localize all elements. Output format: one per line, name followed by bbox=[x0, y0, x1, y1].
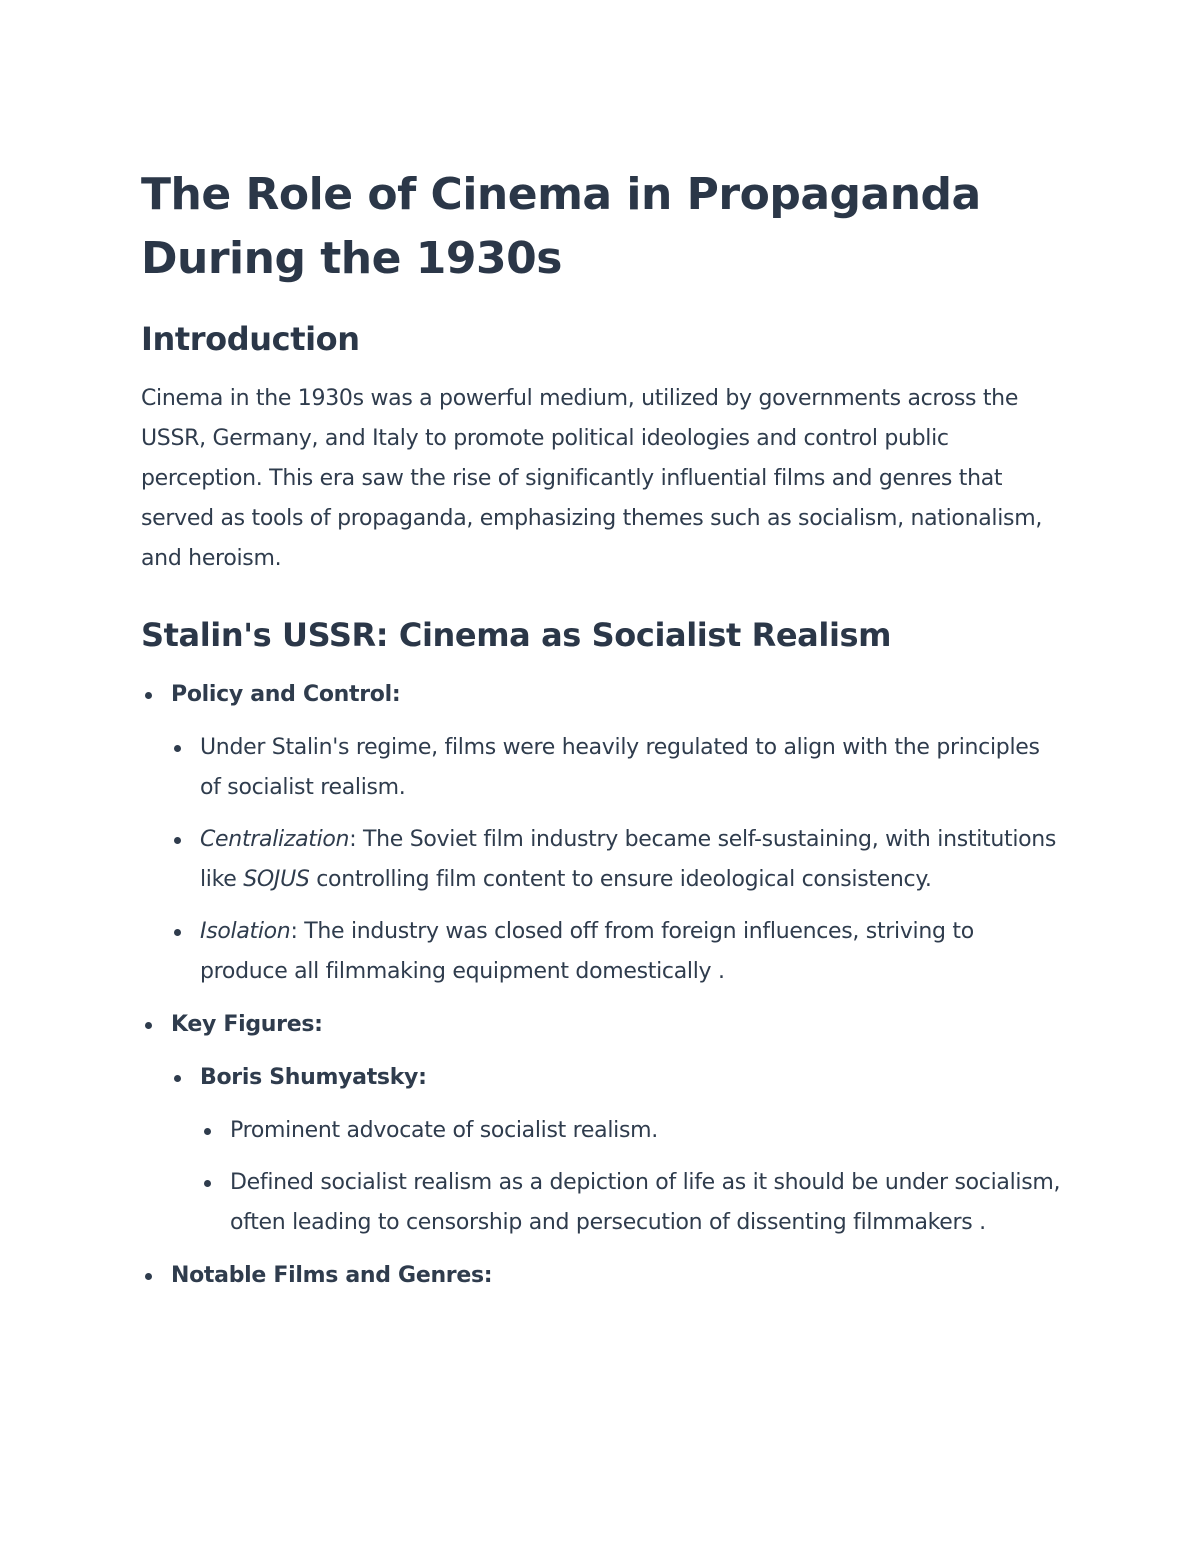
policy-sublist bbox=[171, 728, 1061, 992]
policy-item-regulation: Under Stalin's regime, films were heavily regulated to align with the principles of socialist realism. bbox=[200, 735, 1040, 800]
list-item-policy bbox=[171, 675, 1061, 992]
key-figures-sublist bbox=[171, 1058, 1061, 1243]
term-isolation: Isolation bbox=[200, 919, 291, 944]
person-detail-2: Defined socialist realism as a depiction of life as it should be under socialism, often leading to censorship and persecution of dissenting filmmakers . bbox=[230, 1170, 1061, 1235]
introduction-heading: Introduction bbox=[141, 320, 360, 358]
list-item-notable-films bbox=[171, 1256, 1061, 1296]
bullet-icon bbox=[204, 1180, 211, 1187]
bullet-icon bbox=[145, 1273, 152, 1280]
term-sojus: SOJUS bbox=[243, 867, 310, 892]
key-figures-label: Key Figures: bbox=[171, 1012, 323, 1037]
policy-label: Policy and Control: bbox=[171, 682, 401, 707]
centralization-text-a: : The Soviet film industry became self-sustaining, with institutions like bbox=[200, 827, 1057, 892]
bullet-icon bbox=[174, 745, 181, 752]
list-item bbox=[200, 912, 1061, 992]
list-item bbox=[200, 728, 1061, 808]
list-item bbox=[200, 1058, 1061, 1243]
bullet-icon bbox=[174, 837, 181, 844]
bullet-icon bbox=[174, 929, 181, 936]
bullet-icon bbox=[145, 1022, 152, 1029]
isolation-text: : The industry was closed off from foreign influences, striving to produce all filmmaking equipment domestically . bbox=[200, 919, 974, 984]
bullet-icon bbox=[174, 1075, 181, 1082]
ussr-list bbox=[141, 675, 1061, 1296]
list-item-key-figures bbox=[171, 1005, 1061, 1243]
centralization-text-b: controlling film content to ensure ideological consistency. bbox=[309, 867, 932, 892]
person-name: Boris Shumyatsky: bbox=[200, 1065, 427, 1090]
bullet-icon bbox=[145, 692, 152, 699]
document-title: The Role of Cinema in Propaganda During the 1930s bbox=[141, 169, 981, 284]
list-item bbox=[230, 1111, 1061, 1151]
bullet-icon bbox=[204, 1128, 211, 1135]
person-detail-1: Prominent advocate of socialist realism. bbox=[230, 1118, 658, 1143]
notable-films-label: Notable Films and Genres: bbox=[171, 1263, 493, 1288]
list-item bbox=[200, 820, 1061, 900]
list-item bbox=[230, 1163, 1061, 1243]
introduction-paragraph: Cinema in the 1930s was a powerful medium, utilized by governments across the USSR, Germany, and Italy to promote political ideologies and control public perception. This era saw the rise of significantly influential films and genres that served as tools of propaganda, emphasizing themes such as socialism, nationalism, and heroism. bbox=[141, 386, 1043, 571]
person-details bbox=[200, 1111, 1061, 1243]
term-centralization: Centralization bbox=[200, 827, 350, 852]
section-heading-ussr: Stalin's USSR: Cinema as Socialist Realism bbox=[141, 616, 892, 654]
document-page bbox=[141, 163, 1061, 1309]
